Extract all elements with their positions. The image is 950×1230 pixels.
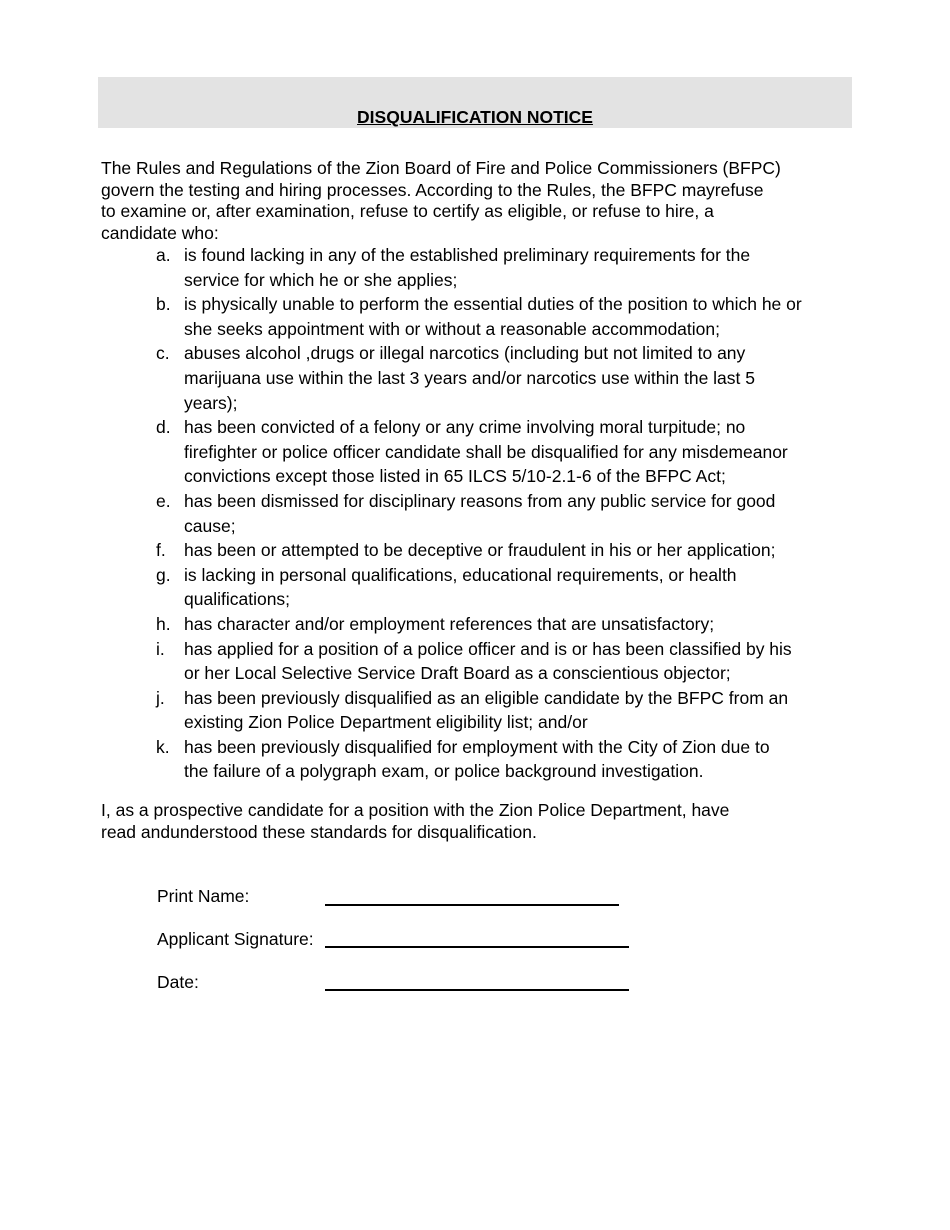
criteria-letter: b. <box>156 294 171 315</box>
criteria-text-line: or her Local Selective Service Draft Board as a conscientious objector; <box>184 663 731 684</box>
criteria-letter: a. <box>156 245 171 265</box>
criteria-text-line: the failure of a polygraph exam, or police background investigation. <box>184 761 704 782</box>
criteria-letter: j. <box>156 687 165 708</box>
intro-line: The Rules and Regulations of the Zion Board of Fire and Police Commissioners (BFPC) <box>101 158 781 178</box>
criteria-text-line: has been or attempted to be deceptive or fraudulent in his or her application; <box>184 540 776 561</box>
intro-line: to examine or, after examination, refuse to certify as eligible, or refuse to hire, a <box>101 201 714 221</box>
criteria-item-c <box>156 341 856 415</box>
applicant-signature-field[interactable] <box>325 946 629 948</box>
criteria-text-line: existing Zion Police Department eligibility list; and/or <box>184 712 588 733</box>
criteria-letter: c. <box>156 343 170 364</box>
criteria-letter: i. <box>156 638 165 659</box>
intro-paragraph <box>101 158 841 244</box>
criteria-item-g <box>156 563 856 612</box>
criteria-text-line: is physically unable to perform the essential duties of the position to which he or <box>184 294 802 315</box>
criteria-text-line: marijuana use within the last 3 years and/or narcotics use within the last 5 <box>184 367 755 388</box>
criteria-text-line: abuses alcohol ,drugs or illegal narcotics (including but not limited to any <box>184 343 746 364</box>
criteria-letter: g. <box>156 564 171 585</box>
criteria-item-f <box>156 538 856 563</box>
criteria-text-line: has been previously disqualified as an eligible candidate by the BFPC from an <box>184 687 789 708</box>
criteria-letter: f. <box>156 540 166 561</box>
criteria-text-line: service for which he or she applies; <box>184 269 458 290</box>
acknowledgement-paragraph <box>101 800 841 843</box>
criteria-text-line: has been previously disqualified for employment with the City of Zion due to <box>184 736 770 757</box>
criteria-text-line: years); <box>184 392 238 413</box>
criteria-text-line: cause; <box>184 515 236 536</box>
date-label: Date: <box>157 972 199 992</box>
applicant-signature-label: Applicant Signature: <box>157 929 314 949</box>
print-name-field[interactable] <box>325 904 619 906</box>
acknowledgement-line: I, as a prospective candidate for a position with the Zion Police Department, have <box>101 800 730 820</box>
criteria-item-h <box>156 612 856 637</box>
criteria-text-line: convictions except those listed in 65 ILCS 5/10-2.1-6 of the BFPC Act; <box>184 466 726 487</box>
criteria-item-b <box>156 292 856 341</box>
criteria-text-line: has applied for a position of a police officer and is or has been classified by his <box>184 638 792 659</box>
criteria-text-line: has character and/or employment references that are unsatisfactory; <box>184 613 715 634</box>
criteria-item-k <box>156 735 856 784</box>
criteria-text-line: qualifications; <box>184 589 291 610</box>
disqualification-criteria-list <box>156 243 856 784</box>
print-name-label: Print Name: <box>157 886 250 906</box>
criteria-text-line: has been dismissed for disciplinary reasons from any public service for good <box>184 490 776 511</box>
intro-line: candidate who: <box>101 222 219 243</box>
criteria-item-i <box>156 637 856 686</box>
criteria-letter: e. <box>156 490 171 511</box>
criteria-text-line: has been convicted of a felony or any crime involving moral turpitude; no <box>184 417 746 438</box>
criteria-letter: k. <box>156 736 170 757</box>
page-title: DISQUALIFICATION NOTICE <box>357 107 593 127</box>
criteria-letter: d. <box>156 417 171 438</box>
criteria-letter: h. <box>156 613 171 634</box>
criteria-item-d <box>156 415 856 489</box>
criteria-text-line: she seeks appointment with or without a reasonable accommodation; <box>184 318 720 339</box>
criteria-text-line: firefighter or police officer candidate shall be disqualified for any misdemeanor <box>184 441 788 462</box>
criteria-item-j <box>156 686 856 735</box>
acknowledgement-line: read andunderstood these standards for disqualification. <box>101 821 537 842</box>
date-field[interactable] <box>325 989 629 991</box>
criteria-text-line: is lacking in personal qualifications, educational requirements, or health <box>184 564 737 585</box>
criteria-text-line: is found lacking in any of the established preliminary requirements for the <box>184 245 751 265</box>
criteria-item-e <box>156 489 856 538</box>
intro-line: govern the testing and hiring processes. According to the Rules, the BFPC mayrefuse <box>101 179 764 200</box>
criteria-item-a <box>156 243 856 292</box>
